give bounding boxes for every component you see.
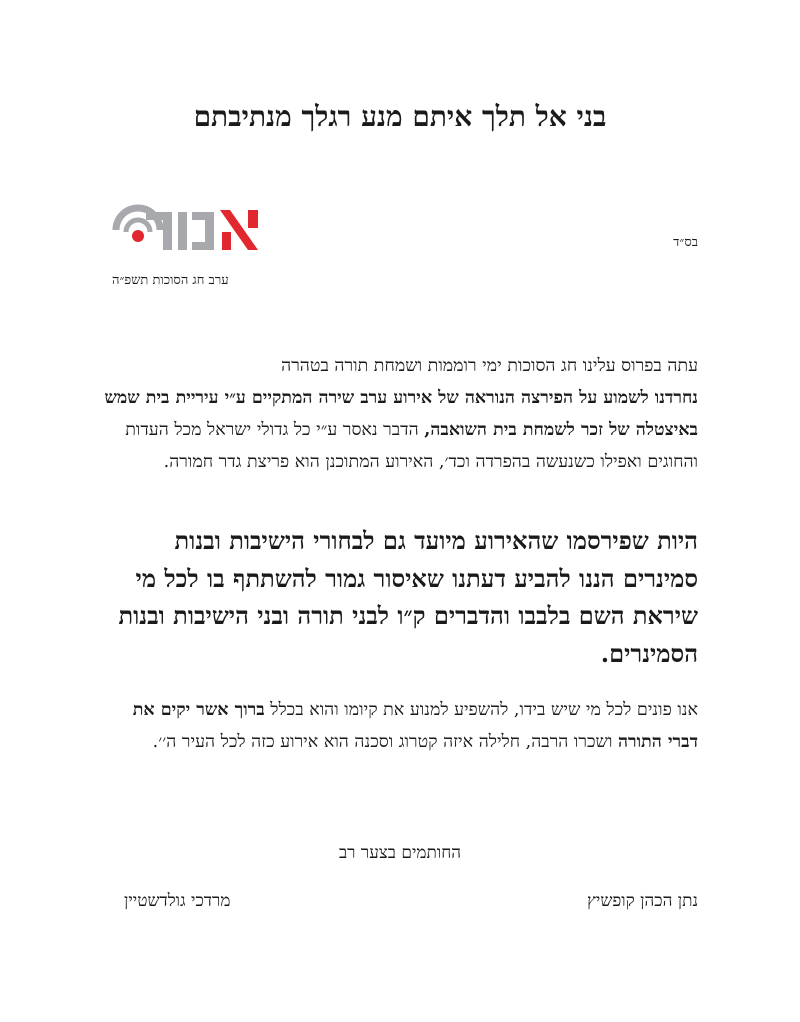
signatory-2: מרדכי גולדשטיין [124,891,231,911]
intro-rest: הדבר נאסר ע״י כל גדולי ישראל מכל העדות והחוגים ואפילו כשנעשה בהפרדה וכד׳, האירוע המתוכנן הוא פריצת גדר חמורה. [125,420,698,472]
organization-logo [106,196,266,260]
appeal-bold: ברוך אשר יקים את דברי התורה [132,700,698,752]
document-date: ערב חג הסוכות תשפ״ה [112,273,229,288]
logo-letters-icon [146,212,214,250]
paragraph-prohibition: היות שפירסמו שהאירוע מיועד גם לבחורי הישיבות ובנות סמינרים הננו להביע דעתנו שאיסור גמור להשתתף בו לכל מי שיראת השם בלבבו והדברים ק״ו לבני תורה ובני הישיבות ובנות הסמינרים. [118,526,698,668]
appeal-end: ושכרו הרבה, חלילה איזה קטרוג וסכנה הוא אירוע כזה לכל העיר ה׳׳. [152,732,618,752]
paragraph-intro [98,350,698,478]
paragraph-appeal [98,694,698,758]
logo-aleph-icon [220,210,258,250]
signatory-1: נתן הכהן קופשיץ [587,891,698,911]
intro-line: עתה בפרוס עלינו חג הסוכות ימי רוממות ושמחת תורה בטהרה [281,356,698,376]
bsd-header: בס״ד [673,235,698,250]
signed-label: החותמים בצער רב [338,843,462,863]
appeal-start: אנו פונים לכל מי שיש בידו, להשפיע למנוע את קיומו והוא בכלל [264,700,698,720]
intro-bold: נחרדנו לשמוע על הפירצה הנוראה של אירוע ערב שירה המתקיים ע״י עיריית בית שמש באיצטלה של זכר לשמחת בית השואבה, [104,388,698,440]
document-title: בני אל תלך איתם מנע רגלך מנתיבתם [193,100,607,133]
